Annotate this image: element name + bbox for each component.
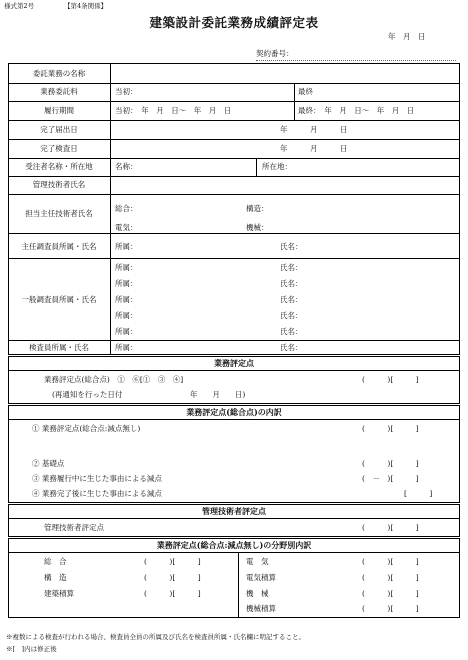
field-electric-label: 電 気: [246, 557, 269, 566]
renotice-date[interactable]: (再通知を行った日付 年 月 日): [52, 390, 246, 399]
manager-name-field[interactable]: [114, 178, 458, 192]
general-investigator-label: 一般調査員所属・氏名: [21, 295, 97, 304]
general-name-1[interactable]: 氏名：: [280, 263, 303, 272]
field-electric-estimate-value[interactable]: ( )[ ]: [362, 573, 419, 582]
general-name-2[interactable]: 氏名：: [280, 279, 303, 288]
engineer-general[interactable]: 総合：: [115, 204, 138, 213]
breakdown-item-4: ④ 業務完了後に生じた事由による減点: [32, 489, 162, 498]
field-structure-value[interactable]: ( )[ ]: [144, 573, 201, 582]
note-1: ※複数による検査が行われる場合、検査員全員の所属及び氏名を検査員所属・氏名欄に明記すること。: [6, 633, 305, 641]
minus-sign: －: [372, 474, 380, 483]
general-affiliation-5[interactable]: 所属：: [115, 327, 138, 336]
field-structure-label: 構 造: [44, 573, 67, 582]
contract-number-label: 契約番号：: [256, 49, 294, 58]
chief-affiliation[interactable]: 所属：: [115, 242, 138, 251]
field-general-value[interactable]: ( )[ ]: [144, 557, 201, 566]
engineer-electric[interactable]: 電気：: [115, 223, 138, 232]
fee-initial[interactable]: 当初：: [115, 87, 138, 96]
general-name-5[interactable]: 氏名：: [280, 327, 303, 336]
breakdown-value-4[interactable]: [ ]: [404, 489, 433, 498]
manager-eval-label: 管理技術者評定点: [44, 523, 104, 532]
breakdown-section-title: 業務評定点(総合点)の内訳: [186, 407, 282, 417]
inspector-name[interactable]: 氏名：: [280, 343, 303, 352]
period-label: 履行期間: [44, 106, 74, 115]
field-electric-value[interactable]: ( )[ ]: [362, 557, 419, 566]
engineer-mechanical[interactable]: 機械：: [246, 223, 269, 232]
breakdown-item-3: ③ 業務履行中に生じた事由による減点: [32, 474, 162, 483]
contract-number-underline: [256, 60, 456, 61]
total-score-value[interactable]: ( )[ ]: [362, 375, 419, 384]
general-name-4[interactable]: 氏名：: [280, 311, 303, 320]
project-name-label: 委託業務の名称: [32, 69, 86, 78]
general-affiliation-3[interactable]: 所属：: [115, 295, 138, 304]
field-estimate-value[interactable]: ( )[ ]: [144, 589, 201, 598]
engineer-label: 担当主任技術者氏名: [25, 209, 93, 218]
total-score-label: 業務評定点(総合点) ① ⑥[① ③ ④]: [44, 375, 184, 384]
evaluation-section-title: 業務評定点: [214, 358, 254, 368]
completion-inspection-date[interactable]: 年 月 日: [280, 144, 348, 153]
fee-label: 業務委託料: [40, 87, 78, 96]
project-name-field[interactable]: [114, 66, 458, 81]
breakdown-value-3[interactable]: ( － )[ ]: [362, 474, 419, 483]
note-2: ※[ ]内は修正後: [6, 645, 57, 653]
contractor-name[interactable]: 名称：: [115, 162, 138, 171]
general-affiliation-4[interactable]: 所属：: [115, 311, 138, 320]
field-mechanical-estimate-label: 機械積算: [246, 604, 276, 613]
contractor-address[interactable]: 所在地：: [262, 162, 292, 171]
document-date: 年 月 日: [388, 32, 426, 41]
label-column-divider: [110, 63, 111, 355]
general-name-3[interactable]: 氏名：: [280, 295, 303, 304]
completion-inspection-label: 完了検査日: [40, 144, 78, 153]
field-estimate-label: 建築積算: [44, 589, 74, 598]
form-number: 様式第2号: [4, 2, 35, 10]
completion-report-date[interactable]: 年 月 日: [280, 125, 348, 134]
manager-eval-title: 管理技術者評定点: [202, 506, 266, 516]
field-electric-estimate-label: 電気積算: [246, 573, 276, 582]
completion-report-label: 完了届出日: [40, 125, 78, 134]
breakdown-item-2: ② 基礎点: [32, 459, 65, 468]
breakdown-value-2[interactable]: ( )[ ]: [362, 459, 419, 468]
chief-name[interactable]: 氏名：: [280, 242, 303, 251]
general-affiliation-2[interactable]: 所属：: [115, 279, 138, 288]
article-reference: 【第4条関係】: [64, 2, 108, 10]
field-mechanical-value[interactable]: ( )[ ]: [362, 589, 419, 598]
contractor-label: 受注者名称・所在地: [25, 162, 93, 171]
by-field-title: 業務評定点(総合点:減点無し)の分野別内訳: [156, 540, 312, 550]
engineer-structure[interactable]: 構造：: [246, 204, 269, 213]
manager-label: 管理技術者氏名: [32, 180, 86, 189]
field-mechanical-label: 機 械: [246, 589, 269, 598]
fee-final[interactable]: 最終: [298, 87, 313, 96]
general-affiliation-1[interactable]: 所属：: [115, 263, 138, 272]
page-title: 建築設計委託業務成績評定表: [149, 15, 319, 30]
chief-investigator-label: 主任調査員所属・氏名: [21, 242, 97, 251]
inspector-label: 検査員所属・氏名: [29, 343, 89, 352]
breakdown-item-1: ① 業務評定点(総合点:減点無し): [32, 424, 141, 433]
breakdown-value-1[interactable]: ( )[ ]: [362, 424, 419, 433]
period-final[interactable]: 最終： 年 月 日～ 年 月 日: [298, 106, 415, 115]
field-mechanical-estimate-value[interactable]: ( )[ ]: [362, 604, 419, 613]
field-general-label: 総 合: [44, 557, 67, 566]
manager-eval-value[interactable]: ( )[ ]: [362, 523, 419, 532]
inspector-affiliation[interactable]: 所属：: [115, 343, 138, 352]
period-initial[interactable]: 当初： 年 月 日～ 年 月 日: [115, 106, 232, 115]
